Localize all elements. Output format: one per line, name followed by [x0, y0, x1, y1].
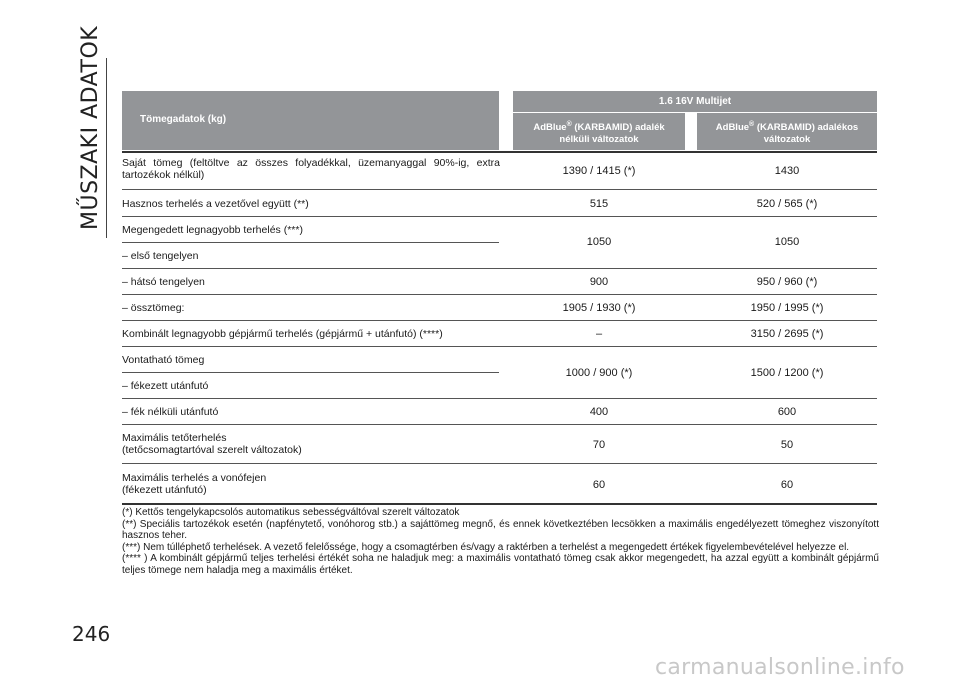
- footnotes: [122, 507, 879, 576]
- cell-braked-trailer-v1: 1000 / 900 (*): [565, 367, 633, 379]
- cell-total-v1: 1905 / 1930 (*): [562, 302, 636, 314]
- row-divider: [122, 320, 877, 321]
- cell-towbar-load-v1: 60: [592, 479, 606, 491]
- row-label-unbraked-trailer: – fék nélküli utánfutó: [122, 406, 219, 418]
- row-divider: [122, 216, 877, 217]
- page-number: 246: [72, 622, 111, 646]
- cell-rear-axle-v1: 900: [589, 276, 609, 288]
- row-label-combined: Kombinált legnagyobb gépjármű terhelés (gépjármű + utánfutó) (****): [122, 328, 443, 340]
- row-divider: [122, 424, 877, 425]
- cell-payload-v2: 520 / 565 (*): [756, 198, 818, 210]
- cell-payload-v1: 515: [589, 198, 609, 210]
- cell-front-axle-v2: 1050: [774, 236, 800, 248]
- table-bottom-rule: [122, 503, 877, 505]
- row-label-rear-axle: – hátsó tengelyen: [122, 276, 205, 288]
- footnote: (*) Kettős tengelykapcsolós automatikus sebességváltóval szerelt változatok: [122, 507, 460, 518]
- cell-total-v2: 1950 / 1995 (*): [750, 302, 824, 314]
- row-label-braked-trailer: – fékezett utánfutó: [122, 380, 209, 392]
- watermark: carmanualsonline.info: [655, 655, 905, 680]
- header-label: Tömegadatok (kg): [140, 114, 227, 125]
- cell-towbar-load-v2: 60: [780, 479, 794, 491]
- cell-rear-axle-v2: 950 / 960 (*): [756, 276, 818, 288]
- row-label-towbar-load: Maximális terhelés a vonófejen (fékezett utánfutó): [122, 472, 267, 496]
- footnote: (***) Nem túlléphető terhelések. A vezető felelőssége, hogy a csomagtérben és/vagy a raktérben a terhelést a megengedett értékek figyelembevételével helyezze el.: [122, 541, 850, 553]
- table-top-rule: [122, 151, 877, 153]
- cell-combined-v1: –: [595, 328, 603, 340]
- row-divider: [122, 268, 877, 269]
- cell-braked-trailer-v2: 1500 / 1200 (*): [750, 367, 824, 379]
- row-label-total: – össztömeg:: [122, 302, 185, 314]
- header-variant-with-adblue: AdBlue® (KARBAMID) adalékos változatok: [697, 113, 877, 150]
- cell-curb-weight-v1: 1390 / 1415 (*): [562, 165, 636, 177]
- chapter-divider: [106, 58, 107, 238]
- row-divider: [122, 463, 877, 464]
- cell-unbraked-trailer-v1: 400: [589, 406, 609, 418]
- row-divider: [122, 346, 877, 347]
- cell-roof-load-v2: 50: [780, 439, 794, 451]
- header-variant-without-adblue: AdBlue® (KARBAMID) adalék nélküli változatok: [513, 113, 685, 150]
- row-label-payload: Hasznos terhelés a vezetővel együtt (**): [122, 198, 309, 210]
- sub-row-divider: [122, 242, 499, 243]
- cell-front-axle-v1: 1050: [586, 236, 612, 248]
- row-label-max-load: Megengedett legnagyobb terhelés (***): [122, 224, 303, 236]
- row-divider: [122, 189, 877, 190]
- header-engine: 1.6 16V Multijet: [513, 91, 877, 112]
- cell-unbraked-trailer-v2: 600: [777, 406, 797, 418]
- row-label-towable: Vontatható tömeg: [122, 354, 205, 366]
- header-label-cell: [122, 91, 499, 150]
- row-divider: [122, 294, 877, 295]
- row-label-curb-weight: Saját tömeg (feltöltve az összes folyadékkal, üzemanyaggal 90%-ig, extra tartozékok nélkül): [122, 157, 500, 181]
- row-label-roof-load: Maximális tetőterhelés (tetőcsomagtartóval szerelt változatok): [122, 432, 302, 456]
- sub-row-divider: [122, 372, 499, 373]
- footnote: (**** ) A kombinált gépjármű teljes terhelési értékét soha ne haladjuk meg: a maximális vontatható tömeg csak akkor megengedett, ha azzal együtt a kombinált gépjármű teljes tömege nem haladja meg a maximális értéket.: [122, 553, 879, 576]
- cell-roof-load-v1: 70: [592, 439, 606, 451]
- row-label-front-axle: – első tengelyen: [122, 250, 199, 262]
- footnote: (**) Speciális tartozékok esetén (napfénytető, vonóhorog stb.) a sajáttömeg megnő, és ennek következtében lecsökken a maximális engedélyezett tömeghez viszonyított hasznos teher.: [122, 518, 879, 541]
- cell-curb-weight-v2: 1430: [774, 165, 800, 177]
- row-divider: [122, 398, 877, 399]
- cell-combined-v2: 3150 / 2695 (*): [750, 328, 824, 340]
- chapter-title: MŰSZAKI ADATOK: [78, 25, 103, 230]
